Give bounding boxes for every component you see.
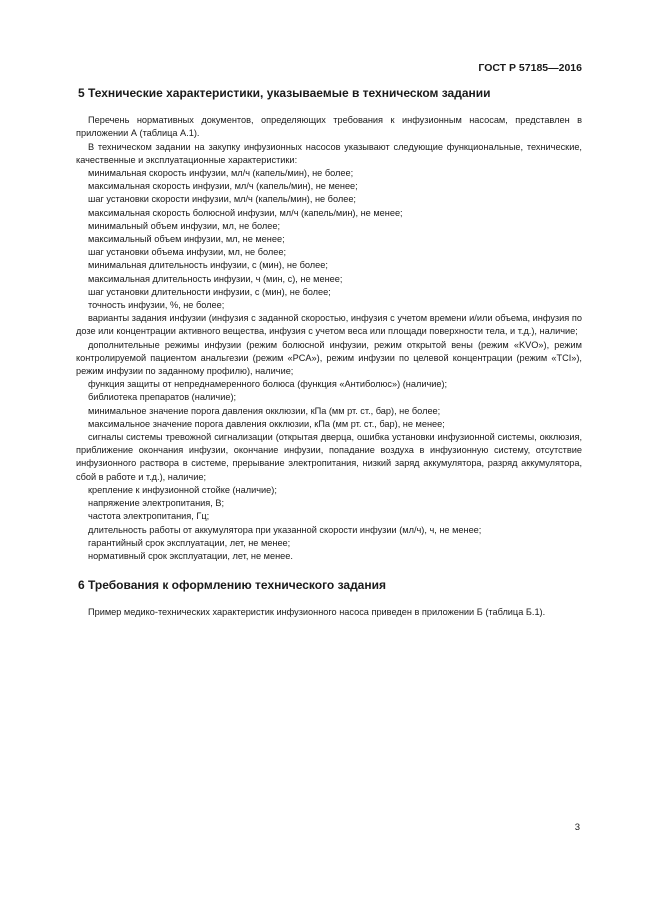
list-item: гарантийный срок эксплуатации, лет, не менее;: [88, 537, 291, 548]
list-item: минимальная скорость инфузии, мл/ч (капель/мин), не более;: [88, 168, 354, 179]
paragraph-section-6: Пример медико-технических характеристик инфузионного насоса приведен в приложении Б (таблица Б.1).: [88, 607, 546, 618]
page-number: 3: [574, 822, 580, 833]
list-item-variants: варианты задания инфузии (инфузия с заданной скоростью, инфузия с учетом времени и/или объема, инфузия по дозе или концентрации активного вещества, инфузия с учетом веса или площади поверхности тела, и т.д.), наличие;: [76, 313, 582, 337]
list-item: минимальный объем инфузии, мл, не более;: [88, 220, 281, 231]
list-item-additional-modes: дополнительные режимы инфузии (режим болюсной инфузии, режим открытой вены (режим «KVO»), режим контролируемой пациентом анальгезии (режим «PCA»), режим инфузии по целевой концентрации (режим «TCI»), режим инфузии по заданному профилю), наличие;: [76, 339, 582, 377]
list-item: функция защиты от непреднамеренного болюса (функция «Антиболюс») (наличие);: [88, 379, 448, 390]
list-item: шаг установки длительности инфузии, с (мин), не более;: [88, 286, 331, 297]
list-item: напряжение электропитания, В;: [88, 498, 225, 509]
list-item: минимальное значение порога давления окклюзии, кПа (мм рт. ст., бар), не более;: [88, 405, 441, 416]
list-item: нормативный срок эксплуатации, лет, не менее.: [88, 550, 293, 561]
list-item: точность инфузии, %, не более;: [88, 300, 225, 311]
list-item: шаг установки скорости инфузии, мл/ч (капель/мин), не более;: [88, 194, 356, 205]
section-6-title: 6 Требования к оформлению технического задания: [78, 578, 386, 593]
list-item: максимальный объем инфузии, мл, не менее;: [88, 234, 285, 245]
list-item-alarm-signals: сигналы системы тревожной сигнализации (открытая дверца, ошибка установки инфузионной системы, окклюзия, приближение окончания инфузии, окончание инфузии, попадание воздуха в инфузионную систему, отсутствие инфузионного раствора в системе, прерывание электропитания, низкий заряд аккумулятора, разряд аккумулятора, сбой в работе и т.д.), наличие;: [76, 432, 582, 482]
list-item: крепление к инфузионной стойке (наличие);: [88, 484, 277, 495]
list-item: максимальная длительность инфузии, ч (мин, с), не менее;: [88, 273, 343, 284]
section-5: [76, 87, 582, 620]
paragraph-intro-1: Перечень нормативных документов, определяющих требования к инфузионным насосам, представлен в приложении А (таблица А.1).: [76, 115, 582, 139]
paragraph-intro-2: В техническом задании на закупку инфузионных насосов указывают следующие функциональные, технические, качественные и эксплуатационные характеристики:: [76, 141, 582, 165]
list-item: максимальная скорость болюсной инфузии, мл/ч (капель/мин), не менее;: [88, 207, 403, 218]
list-item: библиотека препаратов (наличие);: [88, 392, 237, 403]
list-item: шаг установки объема инфузии, мл, не более;: [88, 247, 287, 258]
list-item: минимальная длительность инфузии, с (мин), не более;: [88, 260, 328, 271]
list-item: длительность работы от аккумулятора при указанной скорости инфузии (мл/ч), ч, не менее;: [88, 524, 482, 535]
list-item: частота электропитания, Гц;: [88, 511, 210, 522]
section-5-title: 5 Технические характеристики, указываемые в техническом задании: [78, 86, 491, 100]
list-item: максимальная скорость инфузии, мл/ч (капель/мин), не менее;: [88, 181, 358, 192]
list-item: максимальное значение порога давления окклюзии, кПа (мм рт. ст., бар), не менее;: [88, 418, 445, 429]
standard-header: ГОСТ Р 57185—2016: [478, 62, 582, 74]
